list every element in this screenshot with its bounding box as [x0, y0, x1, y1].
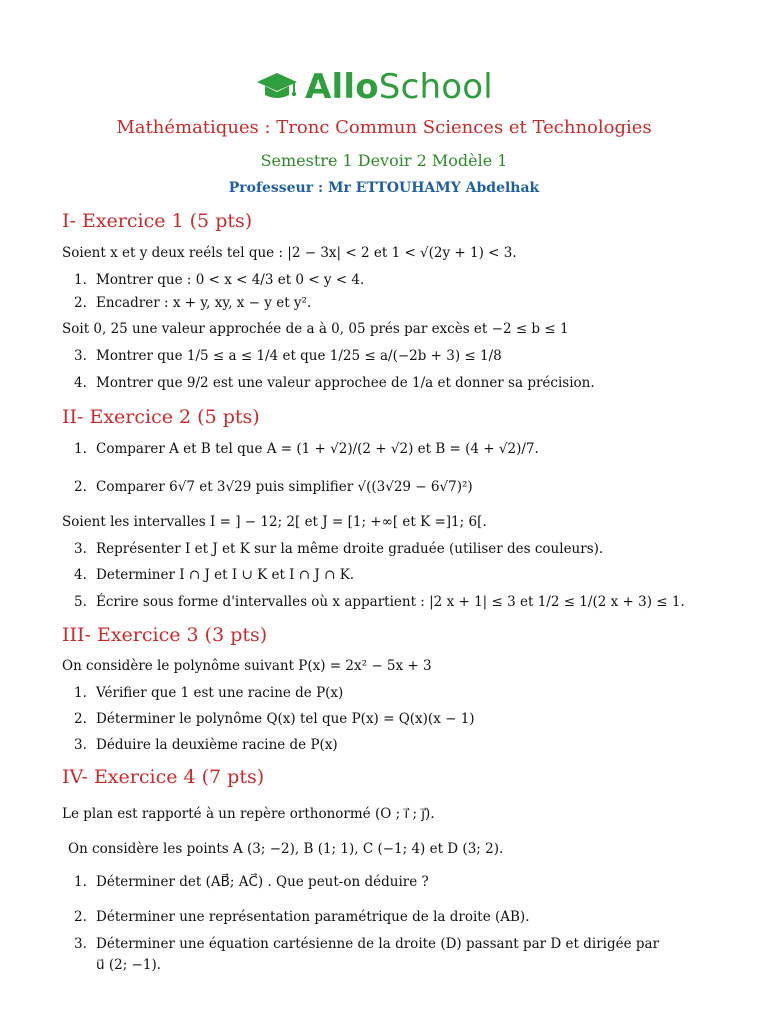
exercise-2-title: II- Exercice 2 (5 pts): [62, 406, 260, 428]
item-number: 2.: [74, 711, 87, 727]
alloschool-logo: [255, 64, 493, 110]
item-number: 5.: [74, 594, 87, 610]
item-number: 4.: [74, 375, 87, 391]
exercise-4-points: On considère les points A (3; −2), B (1; 1), C (−1; 4) et D (3; 2).: [68, 841, 504, 857]
teacher-name: Professeur : Mr ETTOUHAMY Abdelhak: [228, 180, 540, 196]
exercise-1-question-2: Encadrer : x + y, xy, x − y et y².: [96, 295, 312, 311]
exercise-4-question-1: Déterminer det (AB⃗; AC⃗) . Que peut-on déduire ?: [96, 874, 429, 890]
exercise-1-intro: Soient x et y deux reéls tel que : |2 − 3x| < 2 et 1 < √(2y + 1) < 3.: [62, 245, 517, 261]
exercise-3-intro: On considère le polynôme suivant P(x) = 2x² − 5x + 3: [62, 658, 432, 674]
exercise-4-question-2: Déterminer une représentation paramétrique de la droite (AB).: [96, 909, 530, 925]
exercise-2-question-5: Écrire sous forme d'intervalles où x appartient : |2 x + 1| ≤ 3 et 1/2 ≤ 1/(2 x + 3) ≤ 1.: [96, 594, 685, 610]
exercise-4-intro: Le plan est rapporté à un repère orthonormé (O ; i⃗ ; j⃗).: [62, 806, 435, 822]
graduation-cap-icon: [255, 67, 299, 107]
exercise-1-question-3: Montrer que 1/5 ≤ a ≤ 1/4 et que 1/25 ≤ a/(−2b + 3) ≤ 1/8: [96, 348, 502, 364]
semester-title: Semestre 1 Devoir 2 Modèle 1: [260, 151, 508, 170]
item-number: 3.: [74, 348, 87, 364]
exercise-3-question-3: Déduire la deuxième racine de P(x): [96, 737, 338, 753]
item-number: 2.: [74, 479, 87, 495]
subject-title: Mathématiques : Tronc Commun Sciences et Technologies: [116, 117, 652, 138]
item-number: 1.: [74, 874, 87, 890]
item-number: 4.: [74, 567, 87, 583]
item-number: 2.: [74, 295, 87, 311]
exercise-3-question-2: Déterminer le polynôme Q(x) tel que P(x) = Q(x)(x − 1): [96, 711, 475, 727]
item-number: 1.: [74, 441, 87, 457]
item-number: 2.: [74, 909, 87, 925]
exercise-4-question-3-continued: u⃗ (2; −1).: [96, 957, 162, 973]
item-number: 3.: [74, 541, 87, 557]
exercise-3-title: III- Exercice 3 (3 pts): [62, 624, 268, 646]
logo-text: AlloSchool: [305, 67, 493, 107]
exercise-1-question-4: Montrer que 9/2 est une valeur approchee de 1/a et donner sa précision.: [96, 375, 595, 391]
item-number: 3.: [74, 936, 87, 952]
exercise-1-statement: Soit 0, 25 une valeur approchée de a à 0, 05 prés par excès et −2 ≤ b ≤ 1: [62, 321, 569, 337]
exercise-2-question-1: Comparer A et B tel que A = (1 + √2)/(2 + √2) et B = (4 + √2)/7.: [96, 441, 539, 457]
item-number: 3.: [74, 737, 87, 753]
exercise-3-question-1: Vérifier que 1 est une racine de P(x): [96, 685, 344, 701]
exercise-1-question-1: Montrer que : 0 < x < 4/3 et 0 < y < 4.: [96, 272, 365, 288]
item-number: 1.: [74, 272, 87, 288]
exercise-4-title: IV- Exercice 4 (7 pts): [62, 766, 265, 788]
exercise-4-question-3: Déterminer une équation cartésienne de la droite (D) passant par D et dirigée par: [96, 936, 660, 952]
exercise-2-question-4: Determiner I ∩ J et I ∪ K et I ∩ J ∩ K.: [96, 567, 355, 583]
exercise-2-question-3: Représenter I et J et K sur la même droite graduée (utiliser des couleurs).: [96, 541, 604, 557]
exercise-2-statement: Soient les intervalles I = ] − 12; 2[ et J = [1; +∞[ et K =]1; 6[.: [62, 514, 487, 530]
item-number: 1.: [74, 685, 87, 701]
exercise-1-title: I- Exercice 1 (5 pts): [62, 210, 253, 232]
exercise-2-question-2: Comparer 6√7 et 3√29 puis simplifier √((3√29 − 6√7)²): [96, 479, 473, 495]
